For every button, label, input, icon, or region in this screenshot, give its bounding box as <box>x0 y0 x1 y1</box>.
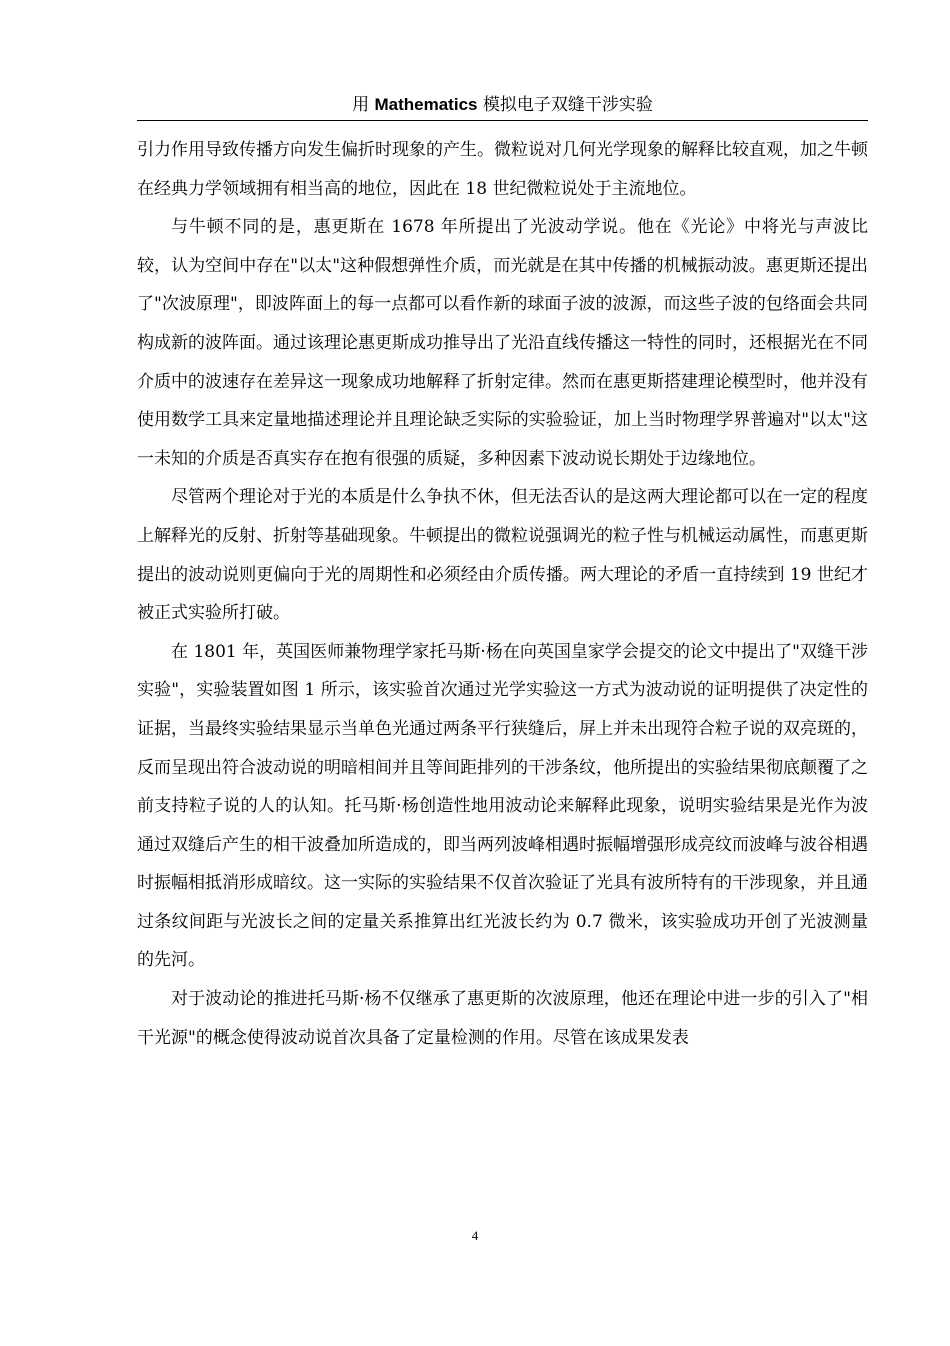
paragraph-continued: 引力作用导致传播方向发生偏折时现象的产生。微粒说对几何光学现象的解释比较直观，加之牛顿在经典力学领域拥有相当高的地位，因此在 18 世纪微粒说处于主流地位。 <box>137 140 868 199</box>
paragraph-wave-theory: 对于波动论的推进托马斯·杨不仅继承了惠更斯的次波原理，他还在理论中进一步的引入了"相干光源"的概念使得波动说首次具备了定量检测的作用。尽管在该成果发表 <box>137 989 868 1048</box>
body-text <box>137 131 868 1057</box>
header-prefix: 用 <box>352 95 375 115</box>
header-title-bold: Mathematics <box>374 95 478 114</box>
paragraph-huygens: 与牛顿不同的是，惠更斯在 1678 年所提出了光波动学说。他在《光论》中将光与声波比较，认为空间中存在"以太"这种假想弹性介质，而光就是在其中传播的机械振动波。惠更斯还提出了"次波原理"，即波阵面上的每一点都可以看作新的球面子波的波源，而这些子波的包络面会共同构成新的波阵面。通过该理论惠更斯成功推导出了光沿直线传播这一特性的同时，还根据光在不同介质中的波速存在差异这一现象成功地解释了折射定律。然而在惠更斯搭建理论模型时，他并没有使用数学工具来定量地描述理论并且理论缺乏实际的实验验证，加上当时物理学界普遍对"以太"这一未知的介质是否真实存在抱有很强的质疑，多种因素下波动说长期处于边缘地位。 <box>137 217 868 469</box>
page-header <box>137 92 868 121</box>
paragraph-young-experiment: 在 1801 年，英国医师兼物理学家托马斯·杨在向英国皇家学会提交的论文中提出了"双缝干涉实验"，实验装置如图 1 所示，该实验首次通过光学实验这一方式为波动说的证明提供了决定性的证据，当最终实验结果显示当单色光通过两条平行狭缝后，屏上并未出现符合粒子说的双亮斑的，反而呈现出符合波动说的明暗相间并且等间距排列的干涉条纹，他所提出的实验结果彻底颠覆了之前支持粒子说的人的认知。托马斯·杨创造性地用波动论来解释此现象，说明实验结果是光作为波通过双缝后产生的相干波叠加所造成的，即当两列波峰相遇时振幅增强形成亮纹而波峰与波谷相遇时振幅相抵消形成暗纹。这一实际的实验结果不仅首次验证了光具有波所特有的干涉现象，并且通过条纹间距与光波长之间的定量关系推算出红光波长约为 0.7 微米，该实验成功开创了光波测量的先河。 <box>137 641 868 971</box>
page-number: 4 <box>471 1228 479 1243</box>
header-suffix: 模拟电子双缝干涉实验 <box>477 95 653 115</box>
paragraph-comparison: 尽管两个理论对于光的本质是什么争执不休，但无法否认的是这两大理论都可以在一定的程度上解释光的反射、折射等基础现象。牛顿提出的微粒说强调光的粒子性与机械运动属性，而惠更斯提出的波动说则更偏向于光的周期性和必须经由介质传播。两大理论的矛盾一直持续到 19 世纪才被正式实验所打破。 <box>137 487 868 624</box>
